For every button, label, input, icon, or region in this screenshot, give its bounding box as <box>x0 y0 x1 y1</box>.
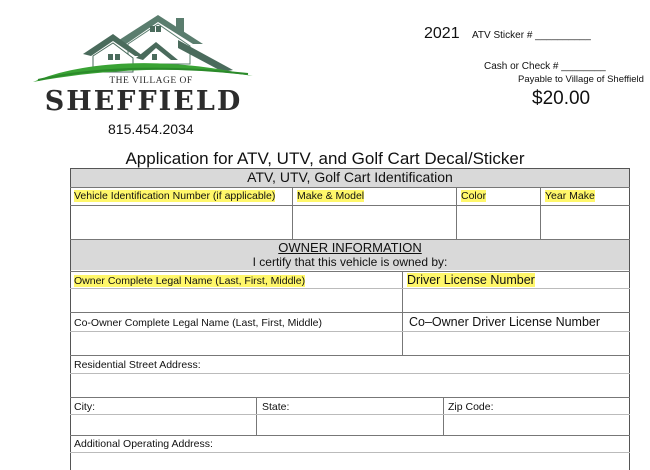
owner-certify-text: I certify that this vehicle is owned by: <box>252 255 448 269</box>
owner-name-input[interactable] <box>71 289 401 311</box>
city-label: City: <box>74 401 95 413</box>
phone-number: 815.454.2034 <box>108 121 194 137</box>
coowner-name-label: Co-Owner Complete Legal Name (Last, First, Middle) <box>74 317 323 329</box>
driver-license-input[interactable] <box>403 289 629 311</box>
village-subtitle: THE VILLAGE OF <box>109 76 193 86</box>
village-name: SHEFFIELD <box>44 86 243 117</box>
make-model-input[interactable] <box>293 206 455 238</box>
residential-address-input[interactable] <box>71 374 629 396</box>
vin-input[interactable] <box>71 206 291 238</box>
cash-check-field: Cash or Check # ________ <box>484 61 606 72</box>
state-label: State: <box>262 401 290 413</box>
fee-amount: $20.00 <box>532 88 591 109</box>
payable-note: Payable to Village of Sheffield <box>518 74 644 85</box>
color-input[interactable] <box>457 206 539 238</box>
coowner-name-input[interactable] <box>71 332 401 354</box>
atv-sticker-field: ATV Sticker # __________ <box>472 30 591 41</box>
residential-address-label: Residential Street Address: <box>74 359 201 371</box>
zip-label: Zip Code: <box>448 401 494 413</box>
additional-address-input[interactable] <box>71 453 629 470</box>
owner-name-label: Owner Complete Legal Name (Last, First, Middle) <box>74 275 306 287</box>
city-input[interactable] <box>71 415 255 434</box>
additional-address-label: Additional Operating Address: <box>74 438 213 450</box>
state-input[interactable] <box>257 415 442 434</box>
color-label: Color <box>461 190 487 202</box>
driver-license-label: Driver License Number <box>407 273 535 287</box>
owner-heading: OWNER INFORMATION <box>278 240 422 255</box>
year-make-label: Year Make <box>545 190 595 202</box>
make-model-label: Make & Model <box>297 190 365 202</box>
year: 2021 <box>424 25 460 42</box>
vin-label: Vehicle Identification Number (if applicable) <box>74 190 276 202</box>
identification-heading: ATV, UTV, Golf Cart Identification <box>247 169 453 185</box>
application-title: Application for ATV, UTV, and Golf Cart Decal/Sticker <box>125 149 525 168</box>
coowner-license-label: Co–Owner Driver License Number <box>409 315 601 329</box>
zip-input[interactable] <box>444 415 629 434</box>
coowner-license-input[interactable] <box>403 332 629 354</box>
year-make-input[interactable] <box>541 206 629 238</box>
